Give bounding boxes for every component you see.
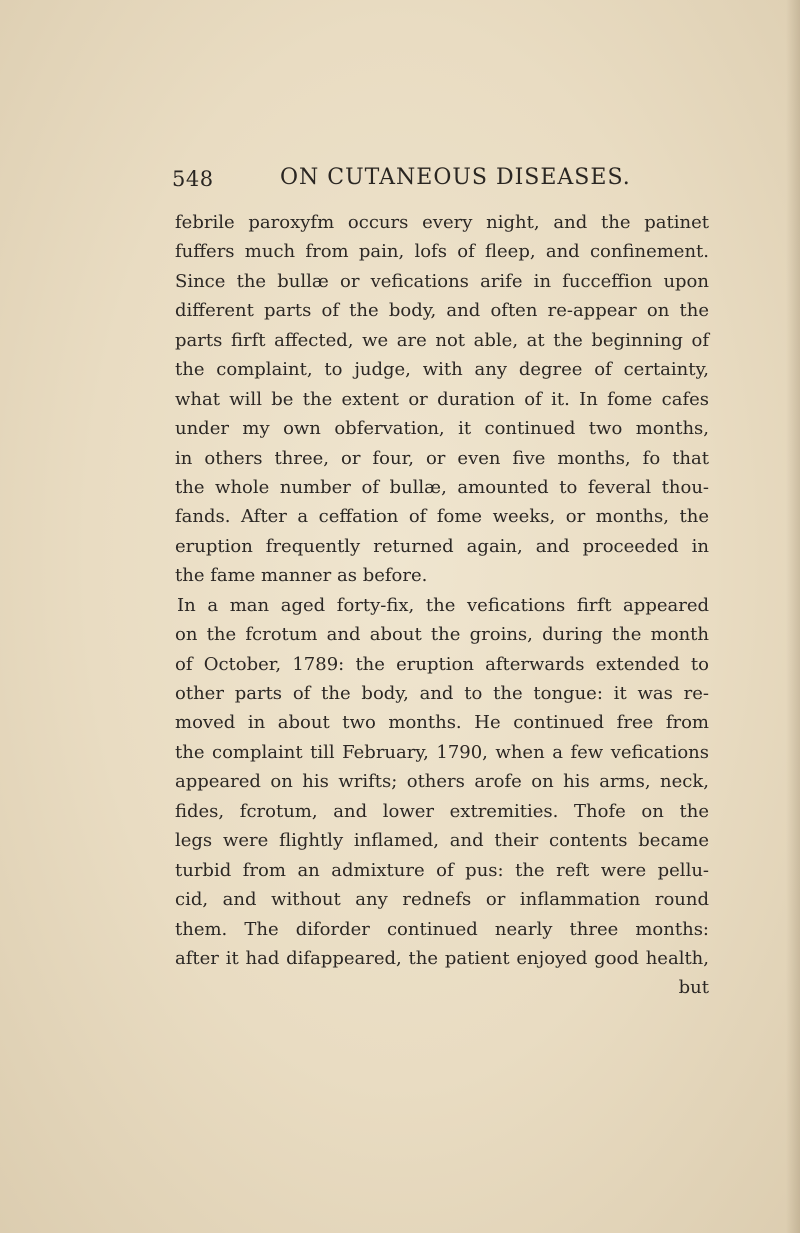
text-line: fuffers much from pain, lofs of fleep, and confinement.	[175, 241, 709, 263]
text-line: other parts of the body, and to the tongue: it was re-	[175, 683, 709, 704]
text-line: in others three, or four, or even five months, fo that	[175, 447, 709, 469]
text-line: the complaint till February, 1790, when a few vefications	[175, 741, 709, 763]
page-number: 548	[172, 167, 214, 191]
text-line: them. The diforder continued nearly three months:	[175, 918, 709, 940]
text-line: what will be the extent or duration of it. In fome cafes	[175, 388, 709, 410]
text-line: on the fcrotum and about the groins, during the month	[175, 624, 709, 646]
text-line: after it had difappeared, the patient enjoyed good health,	[175, 947, 709, 969]
text-line: cid, and without any rednefs or inflammation round	[175, 889, 709, 911]
text-line: of October, 1789: the eruption afterwards extended to	[175, 653, 709, 675]
text-line: turbid from an admixture of pus: the reft were pellu-	[175, 859, 709, 881]
text-line: appeared on his wrifts; others arofe on his arms, neck,	[175, 771, 709, 793]
text-line: fides, fcrotum, and lower extremities. Thofe on the	[175, 800, 709, 822]
text-line: the fame manner as before.	[175, 565, 428, 587]
page-edge-shadow	[786, 0, 800, 1233]
text-line: Since the bullæ or vefications arife in fucceffion upon	[175, 270, 709, 292]
text-line: In a man aged forty-fix, the vefications firft appeared	[177, 594, 709, 616]
text-line: the complaint, to judge, with any degree of certainty,	[175, 359, 709, 381]
text-line: the whole number of bullæ, amounted to feveral thou-	[175, 476, 709, 498]
text-line: febrile paroxyfm occurs every night, and the patinet	[175, 212, 709, 233]
running-head: ON CUTANEOUS DISEASES.	[280, 165, 631, 190]
text-line: different parts of the body, and often re-appear on the	[175, 300, 709, 322]
text-line: parts firft affected, we are not able, at the beginning of	[175, 329, 709, 351]
page-header	[172, 163, 712, 195]
catchword: but	[678, 977, 709, 999]
text-line: legs were flightly inflamed, and their contents became	[175, 830, 709, 852]
text-line: moved in about two months. He continued free from	[175, 712, 709, 734]
text-line: fands. After a ceffation of fome weeks, or months, the	[175, 506, 709, 528]
text-line: eruption frequently returned again, and proceeded in	[175, 535, 709, 557]
text-line: under my own obfervation, it continued two months,	[175, 418, 709, 440]
body-text	[175, 208, 709, 1003]
